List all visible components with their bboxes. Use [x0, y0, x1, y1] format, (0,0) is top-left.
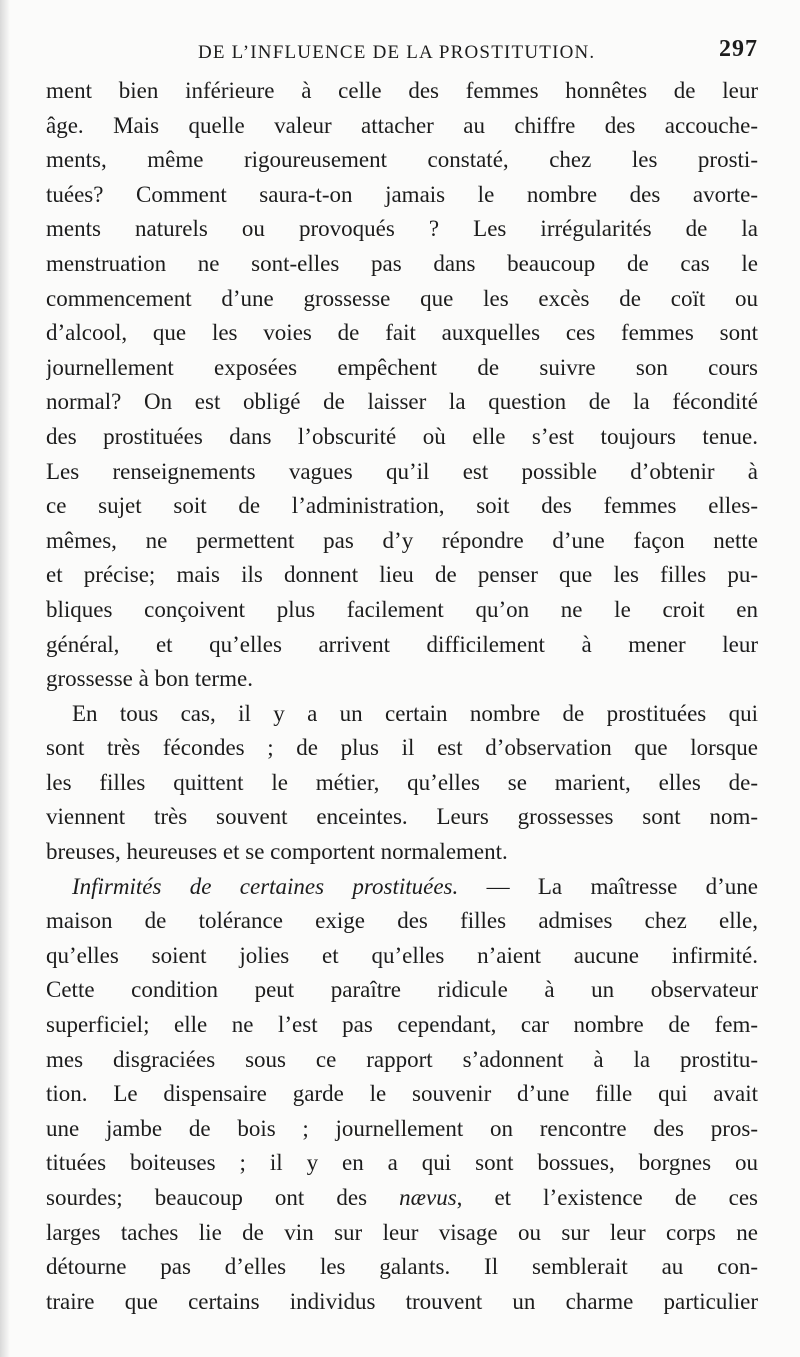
text-line: commencement d’une grossesse que les excès de coït ou: [46, 285, 758, 311]
text-line: Les renseignements vagues qu’il est possible d’obtenir à: [46, 458, 758, 484]
body-text: [46, 74, 758, 1319]
text-line: et précise; mais ils donnent lieu de penser que les filles pu-: [46, 562, 758, 588]
section-lead-text: — La maîtresse d’une: [458, 873, 758, 899]
text-line: maison de tolérance exige des filles admises chez elle,: [46, 908, 758, 934]
text-line: normal? On est obligé de laisser la question de la fécondité: [46, 389, 758, 415]
text-line: les filles quittent le métier, qu’elles se marient, elles de-: [46, 769, 758, 795]
text-line: larges taches lie de vin sur leur visage ou sur leur corps ne: [46, 1219, 758, 1245]
text-line: ments naturels ou provoqués ? Les irrégularités de la: [46, 216, 758, 242]
text-line: ment bien inférieure à celle des femmes honnêtes de leur: [46, 78, 758, 103]
section-lead-line: [46, 870, 758, 905]
text-line: des prostituées dans l’obscurité où elle s’est toujours tenue.: [46, 423, 758, 449]
text-line: âge. Mais quelle valeur attacher au chiffre des accouche-: [46, 112, 758, 138]
header-title: DE L’INFLUENCE DE LA PROSTITUTION.: [198, 42, 596, 63]
text-line: ments, même rigoureusement constaté, chez les prosti-: [46, 147, 758, 173]
page-number: 297: [719, 36, 758, 62]
text-line: ce sujet soit de l’administration, soit des femmes elles-: [46, 493, 758, 519]
text-line: tuées? Comment saura-t-on jamais le nombre des avorte-: [46, 181, 758, 207]
text-line: tion. Le dispensaire garde le souvenir d’une fille qui avait: [46, 1081, 758, 1107]
text-line: sourdes; beaucoup ont des nævus, et l’existence de ces: [46, 1185, 758, 1210]
running-header: [46, 36, 758, 68]
text-line: En tous cas, il y a un certain nombre de prostituées qui: [72, 700, 758, 726]
text-line: sont très fécondes ; de plus il est d’observation que lorsque: [46, 735, 758, 761]
text-line: qu’elles soient jolies et qu’elles n’aient aucune infirmité.: [46, 942, 758, 968]
text-line: général, et qu’elles arrivent difficilement à mener leur: [46, 631, 758, 657]
text-line: grossesse à bon terme.: [46, 666, 253, 692]
text-line: mes disgraciées sous ce rapport s’adonnent à la prostitu-: [46, 1046, 758, 1072]
text-line: superficiel; elle ne l’est pas cependant, car nombre de fem-: [46, 1012, 758, 1038]
section-heading-italic: Infirmités de certaines prostituées.: [72, 873, 459, 899]
text-line: d’alcool, que les voies de fait auxquelles ces femmes sont: [46, 320, 758, 346]
page-edge-shadow: [0, 0, 10, 1357]
text-line: breuses, heureuses et se comportent normalement.: [46, 839, 508, 865]
text-line: journellement exposées empêchent de suivre son cours: [46, 354, 758, 380]
text-line: traire que certains individus trouvent un charme particulier: [46, 1288, 758, 1314]
text-line: mêmes, ne permettent pas d’y répondre d’une façon nette: [46, 527, 758, 553]
text-line: Cette condition peut paraître ridicule à un observateur: [46, 977, 758, 1003]
italic-term: nævus: [399, 1185, 457, 1210]
text-line: tituées boiteuses ; il y en a qui sont bossues, borgnes ou: [46, 1150, 758, 1176]
text-line: détourne pas d’elles les galants. Il semblerait au con-: [46, 1254, 758, 1280]
text-line: menstruation ne sont-elles pas dans beaucoup de cas le: [46, 250, 758, 276]
text-line: bliques conçoivent plus facilement qu’on ne le croit en: [46, 596, 758, 622]
text-line: une jambe de bois ; journellement on rencontre des pros-: [46, 1115, 758, 1141]
text-line: viennent très souvent enceintes. Leurs grossesses sont nom-: [46, 804, 758, 830]
